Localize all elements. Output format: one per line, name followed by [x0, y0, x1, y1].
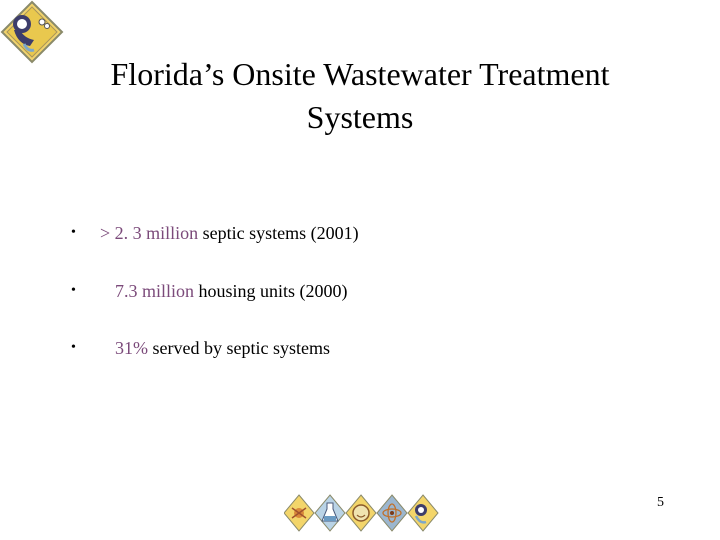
bullet-highlight: 7.3 million — [115, 281, 195, 301]
face-diamond-icon — [346, 495, 376, 531]
bullet-symbol: • — [71, 225, 76, 240]
sun-diamond-icon — [284, 495, 314, 531]
bullet-rest: septic systems (2001) — [198, 223, 359, 243]
bullet-highlight: 31% — [115, 338, 148, 358]
drop-diamond-icon — [408, 495, 438, 531]
footer-icon-strip — [284, 494, 440, 532]
bullet-symbol: • — [71, 340, 76, 355]
flask-diamond-icon — [315, 495, 345, 531]
bullet-rest: housing units (2000) — [194, 281, 348, 301]
bullet-highlight: > 2. 3 million — [100, 223, 199, 243]
bullet-symbol: • — [71, 283, 76, 298]
bullet-text — [100, 222, 359, 244]
page-number: 5 — [657, 495, 664, 510]
bullet-text — [115, 337, 330, 359]
bullet-rest: served by septic systems — [148, 338, 330, 358]
slide-title-line-1: Florida’s Onsite Wastewater Treatment — [110, 56, 610, 92]
bullet-text — [115, 280, 348, 302]
atom-diamond-icon — [377, 495, 407, 531]
slide-title-line-2: Systems — [306, 99, 414, 135]
